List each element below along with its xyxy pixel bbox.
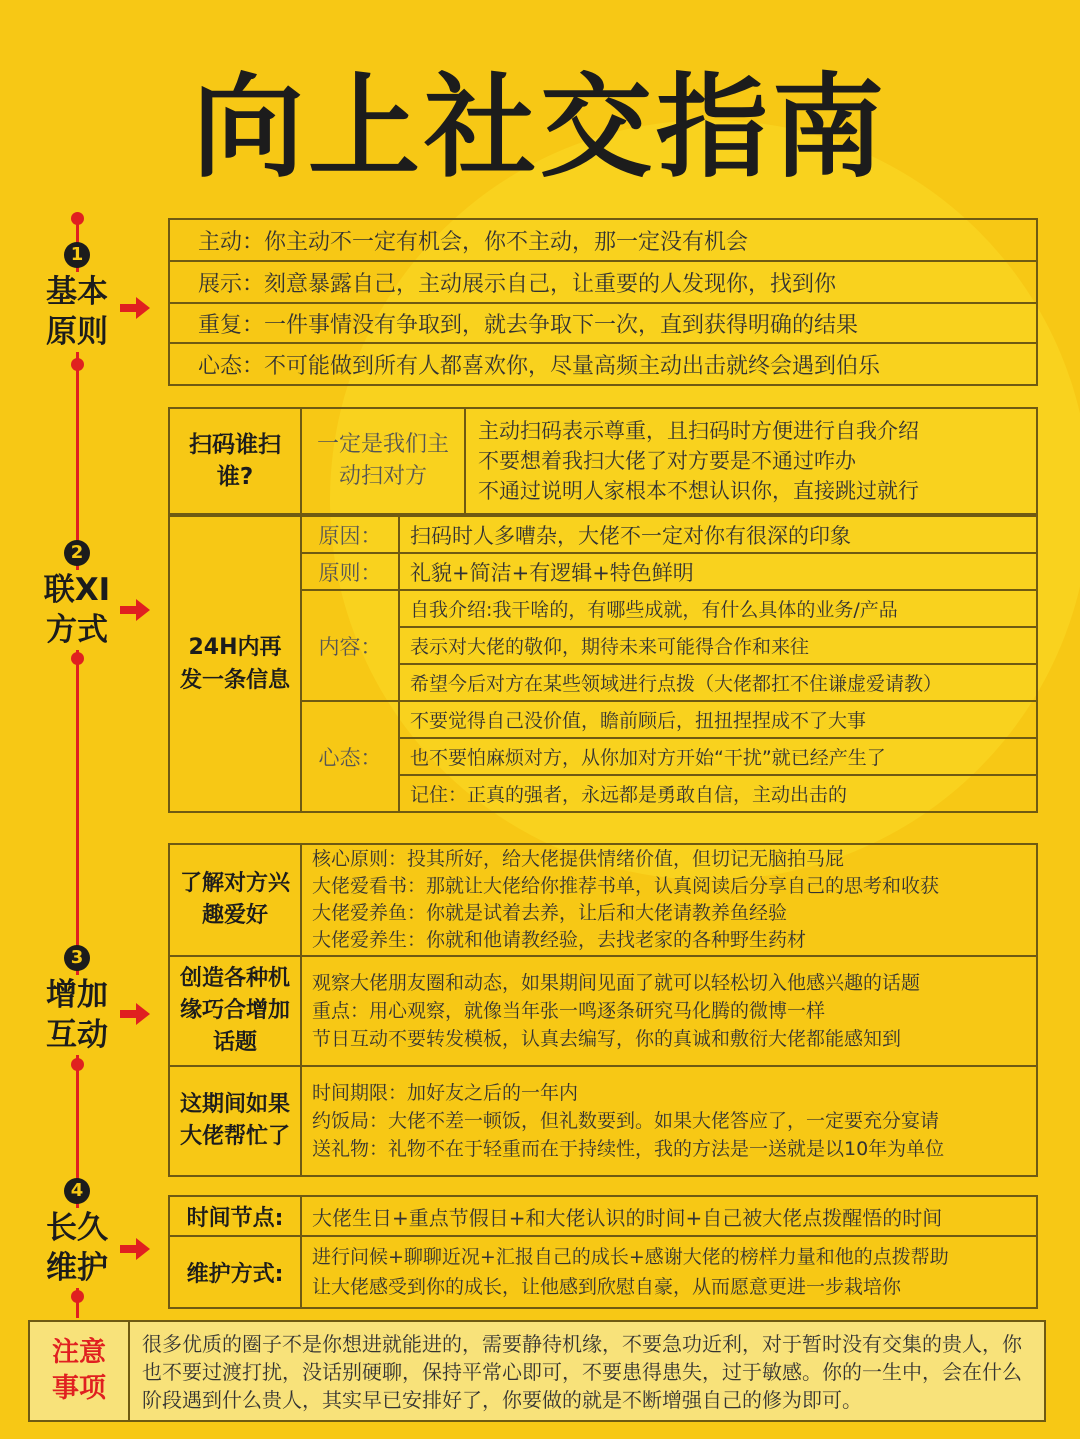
interact-line: 送礼物：礼物不在于轻重而在于持续性，我的方法是一送就是以10年为单位 (312, 1138, 945, 1160)
mindset-label: 心态： (301, 701, 399, 812)
section-contact (22, 540, 132, 650)
followup-table (168, 515, 1038, 813)
interact-line: 节日互动不要转发模板，认真去编写，你的真诚和敷衍大佬都能感知到 (312, 1028, 902, 1050)
note-label-text: 注意事项 (52, 1337, 106, 1404)
maintain-table (168, 1195, 1038, 1309)
content-line: 自我介绍:我干啥的，有哪些成就，有什么具体的业务/产品 (399, 590, 1037, 627)
mindset-line: 记住：正真的强者，永远都是勇敢自信，主动出击的 (399, 775, 1037, 812)
maintain-line: 让大佬感受到你的成长，让他感到欣慰自豪，从而愿意更进一步栽培你 (312, 1276, 902, 1298)
rule-text: 礼貌+简洁+有逻辑+特色鲜明 (399, 553, 1037, 590)
followup-label: 24H内再发一条信息 (169, 516, 301, 812)
interact-label: 了解对方兴趣爱好 (169, 844, 301, 956)
section-number: 2 (64, 540, 90, 566)
section-number: 3 (64, 945, 90, 971)
arrow-right-icon (120, 297, 150, 319)
interact-lines (301, 1066, 1037, 1176)
scan-table (168, 407, 1038, 515)
interact-line: 核心原则：投其所好，给大佬提供情绪价值，但切记无脑拍马屁 (312, 848, 845, 870)
scan-answer: 一定是我们主动扫对方 (301, 408, 465, 514)
note-box (28, 1320, 1046, 1422)
interact-line: 大佬爱养生：你就和他请教经验，去找老家的各种野生药材 (312, 929, 807, 951)
note-text: 很多优质的圈子不是你想进就能进的，需要静待机缘，不要急功近利，对于暂时没有交集的贵人，你也不要过渡打扰，没话别硬聊，保持平常心即可，不要患得患失，过于敏感。你的一生中，会在什么阶段遇到什么贵人，其实早已安排好了，你要做的就是不断增强自己的修为即可。 (142, 1332, 1022, 1412)
interact-line: 大佬爱看书：那就让大佬给你推荐书单，认真阅读后分享自己的思考和收获 (312, 875, 940, 897)
section-number: 1 (64, 242, 90, 268)
scan-line: 不通过说明人家根本不想认识你，直接跳过就行 (478, 479, 919, 503)
mindset-line: 也不要怕麻烦对方，从你加对方开始“干扰”就已经产生了 (399, 738, 1037, 775)
arrow-right-icon (120, 1238, 150, 1260)
interact-line: 重点：用心观察，就像当年张一鸣逐条研究马化腾的微博一样 (312, 1000, 826, 1022)
interact-line: 约饭局：大佬不差一顿饭，但礼数要到。如果大佬答应了，一定要充分宴请 (312, 1110, 940, 1132)
scan-question: 扫码谁扫谁? (169, 408, 301, 514)
reason-label: 原因： (301, 516, 399, 553)
basic-principles-table (168, 218, 1038, 386)
interact-line: 大佬爱养鱼：你就是试着去养，让后和大佬请教养鱼经验 (312, 902, 788, 924)
principle-row: 展示：刻意暴露自己，主动展示自己，让重要的人发现你，找到你 (169, 261, 1037, 303)
maintain-label: 时间节点: (169, 1196, 301, 1236)
maintain-lines (301, 1236, 1037, 1308)
interact-table (168, 843, 1038, 1177)
interact-lines (301, 844, 1037, 956)
section-number: 4 (64, 1178, 90, 1204)
principle-row: 重复：一件事情没有争取到，就去争取下一次，直到获得明确的结果 (169, 303, 1037, 343)
scan-line: 主动扫码表示尊重，且扫码时方便进行自我介绍 (478, 419, 919, 443)
interact-line: 观察大佬朋友圈和动态，如果期间见面了就可以轻松切入他感兴趣的话题 (312, 972, 921, 994)
section-label: 基本原则 (42, 272, 112, 352)
maintain-line: 大佬生日+重点节假日+和大佬认识的时间+自己被大佬点拨醒悟的时间 (301, 1196, 1037, 1236)
interact-label: 创造各种机缘巧合增加话题 (169, 956, 301, 1066)
section-label: 联XI方式 (43, 572, 111, 648)
principle-row: 心态：不可能做到所有人都喜欢你，尽量高频主动出击就终会遇到伯乐 (169, 343, 1037, 385)
timeline-dot (71, 358, 84, 371)
content-line: 表示对大佬的敬仰，期待未来可能得合作和来往 (399, 627, 1037, 664)
maintain-line: 进行问候+聊聊近况+汇报自己的成长+感谢大佬的榜样力量和他的点拨帮助 (312, 1246, 949, 1268)
interact-line: 时间期限：加好友之后的一年内 (312, 1082, 579, 1104)
timeline-dot (71, 1058, 84, 1071)
maintain-label: 维护方式: (169, 1236, 301, 1308)
section-label: 增加互动 (42, 975, 112, 1055)
mindset-line: 不要觉得自己没价值，瞻前顾后，扭扭捏捏成不了大事 (399, 701, 1037, 738)
timeline-dot (71, 1290, 84, 1303)
scan-details (465, 408, 1037, 514)
timeline-dot (71, 652, 84, 665)
section-maintain (22, 1178, 132, 1288)
timeline-line (76, 218, 79, 1318)
rule-label: 原则： (301, 553, 399, 590)
section-interact (22, 945, 132, 1055)
interact-lines (301, 956, 1037, 1066)
scan-line: 不要想着我扫大佬了对方要是不通过咋办 (478, 449, 856, 473)
section-label: 长久维护 (42, 1208, 112, 1288)
content-line: 希望今后对方在某些领域进行点拨（大佬都扛不住谦虚爱请教） (399, 664, 1037, 701)
section-basic (22, 242, 132, 352)
arrow-right-icon (120, 599, 150, 621)
note-label (30, 1322, 130, 1420)
reason-text: 扫码时人多嘈杂，大佬不一定对你有很深的印象 (399, 516, 1037, 553)
content-label: 内容： (301, 590, 399, 701)
timeline-dot (71, 212, 84, 225)
page-title: 向上社交指南 (192, 63, 888, 193)
arrow-right-icon (120, 1003, 150, 1025)
interact-label: 这期间如果大佬帮忙了 (169, 1066, 301, 1176)
principle-row: 主动：你主动不一定有机会，你不主动，那一定没有机会 (169, 219, 1037, 261)
